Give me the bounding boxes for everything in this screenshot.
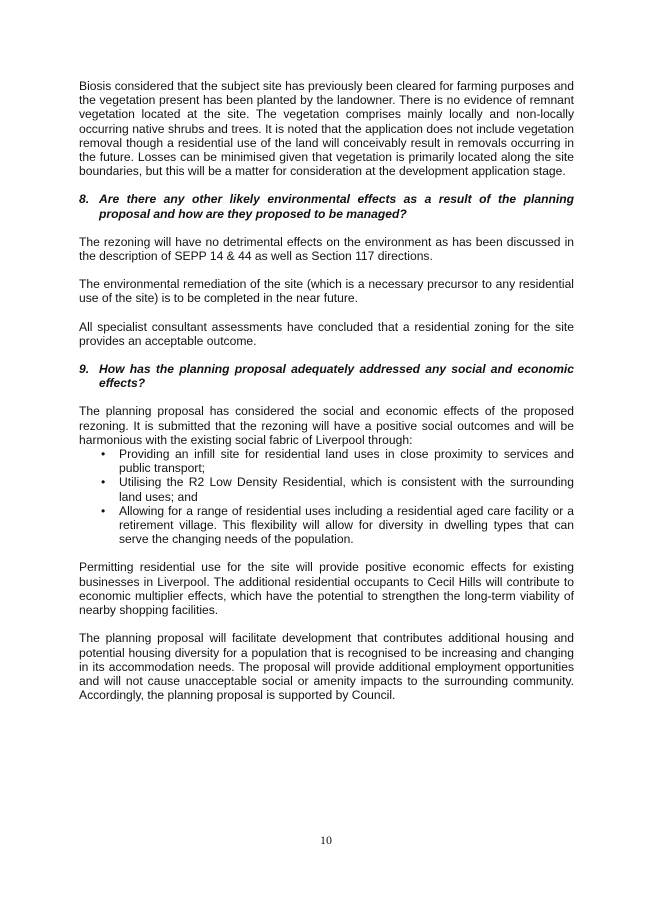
document-page [79,79,574,702]
question-8-heading [79,192,574,220]
list-item-text: Providing an infill site for residential land uses in close proximity to services and public transport; [119,447,574,476]
question-8-text: Are there any other likely environmental effects as a result of the planning proposal and how are they proposed to be managed? [99,192,574,221]
question-9-heading [79,362,574,390]
list-item-text: Allowing for a range of residential uses including a residential aged care facility or a retirement village. This flexibility will allow for diversity in dwelling types that can serve the changing needs of the population. [119,503,574,547]
page-number: 10 [320,833,332,847]
bullet-list [79,447,574,546]
paragraph-specialist: All specialist consultant assessments have concluded that a residential zoning for the site provides an acceptable outcome. [79,319,574,348]
list-item [79,447,574,475]
list-item-text: Utilising the R2 Low Density Residential, which is consistent with the surrounding land uses; and [119,475,574,504]
list-item [79,504,574,547]
paragraph-remediation: The environmental remediation of the site (which is a necessary precursor to any residential use of the site) is to be completed in the near future. [79,277,574,306]
paragraph-biosis: Biosis considered that the subject site has previously been cleared for farming purposes and the vegetation present has been planted by the landowner. There is no evidence of remnant vegetation located at the site. The vegetation comprises mainly locally and non-locally occurring native shrubs and trees. It is noted that the application does not include vegetation removal though a residential use of the land will conceivably result in removals occurring in the future. Losses can be minimised given that vegetation is primarily located along the site boundaries, but this will be a matter for consideration at the development application stage. [79,79,574,179]
list-item [79,475,574,503]
paragraph-conclusion: The planning proposal will facilitate development that contributes additional housing and potential housing diversity for a population that is recognised to be increasing and changing in its accommodation needs. The proposal will provide additional employment opportunities and will not cause unacceptable social or amenity impacts to the surrounding community. Accordingly, the planning proposal is supported by Council. [79,631,574,703]
bullet-icon: • [101,475,106,490]
question-8-number: 8. [79,192,90,207]
question-9-number: 9. [79,362,90,377]
bullet-icon: • [101,447,106,462]
paragraph-social-intro: The planning proposal has considered the social and economic effects of the proposed rezoning. It is submitted that the rezoning will have a positive social outcomes and will be harmonious with the existing social fabric of Liverpool through: [79,404,574,447]
bullet-icon: • [101,503,106,518]
paragraph-economic: Permitting residential use for the site will provide positive economic effects for existing businesses in Liverpool. The additional residential occupants to Cecil Hills will contribute to economic multiplier effects, which have the potential to strengthen the long-term viability of nearby shopping facilities. [79,560,574,618]
paragraph-rezoning: The rezoning will have no detrimental effects on the environment as has been discussed in the description of SEPP 14 & 44 as well as Section 117 directions. [79,234,574,264]
question-9-text: How has the planning proposal adequately addressed any social and economic effects? [99,362,574,391]
